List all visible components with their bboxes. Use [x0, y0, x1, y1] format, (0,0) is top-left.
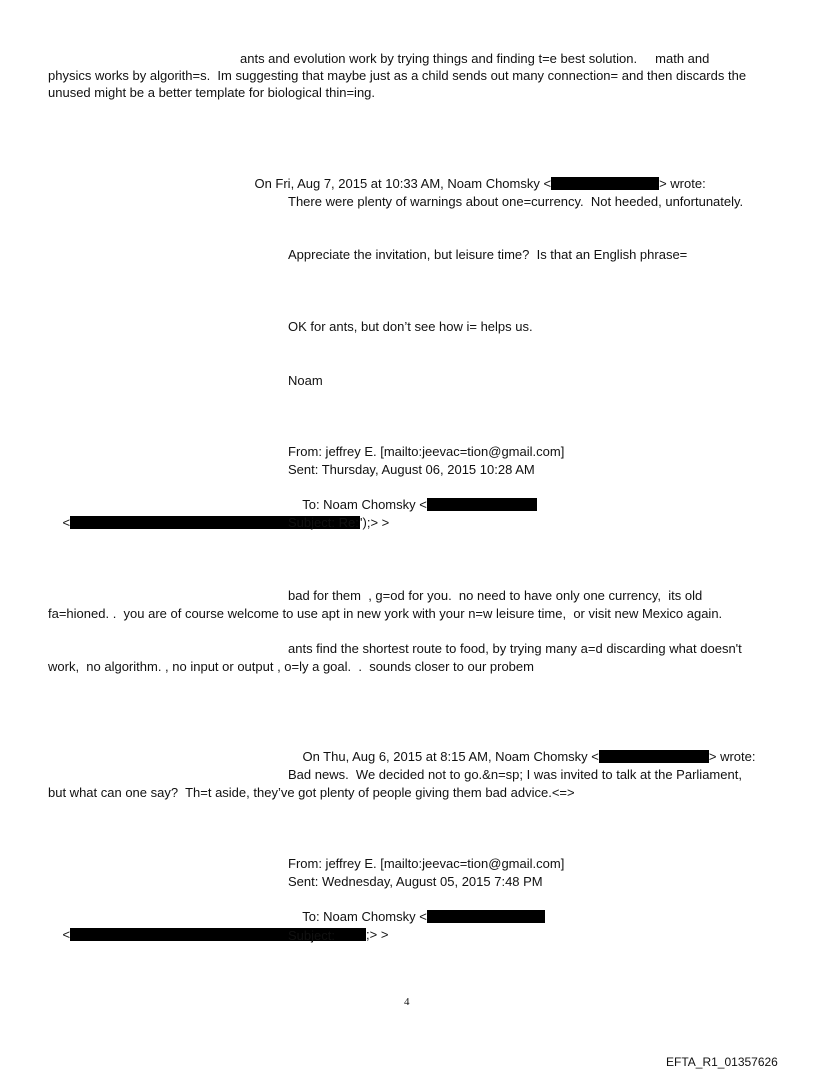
redaction-bar	[427, 498, 537, 511]
header-to-label: To: Noam Chomsky <	[302, 909, 427, 924]
text-line: Appreciate the invitation, but leisure time? Is that an English phrase=	[288, 247, 688, 262]
quote-header-suffix: > wrote:	[708, 749, 756, 764]
text-line: unused might be a better template for biological thin=ing.	[48, 85, 376, 100]
redaction-bar	[427, 910, 545, 923]
quote-header-prefix: On Thu, Aug 6, 2015 at 8:15 AM, Noam Chomsky <	[302, 749, 599, 764]
text-line: There were plenty of warnings about one=currency. Not heeded, unfortunately.	[288, 194, 744, 209]
text-line: ants find the shortest route to food, by trying many a=d discarding what doesn't	[288, 641, 742, 656]
text-line: bad for them , g=od for you. no need to have only one currency, its old	[288, 588, 703, 603]
quote-header-suffix: > wrote:	[659, 176, 706, 191]
text-line: but what can one say? Th=t aside, they’ve got plenty of people giving them bad advice.<=>	[48, 785, 575, 800]
page-number: 4	[404, 996, 410, 1008]
header-from: From: jeffrey E. [mailto:jeevac=tion@gmail.com]	[288, 856, 565, 871]
document-id: EFTA_R1_01357626	[666, 1055, 778, 1069]
header-subject: Subject: Re:	[288, 515, 359, 530]
header-sent: Sent: Thursday, August 06, 2015 10:28 AM	[288, 462, 535, 477]
text-line: fa=hioned. . you are of course welcome to use apt in new york with your n=w leisure time, or visit new Mexico again.	[48, 606, 723, 621]
text-line: Bad news. We decided not to go.&n=sp; I was invited to talk at the Parliament,	[288, 767, 742, 782]
header-from: From: jeffrey E. [mailto:jeevac=tion@gmail.com]	[288, 444, 565, 459]
text-line: ants and evolution work by trying things and finding t=e best solution. math and	[240, 51, 710, 66]
header-to-prefix: <	[62, 515, 71, 530]
text-line: physics works by algorith=s. Im suggesting that maybe just as a child sends out many connection= and then discards the	[48, 68, 747, 83]
text-line: OK for ants, but don’t see how i= helps us.	[288, 319, 533, 334]
header-to-suffix: ;> >	[366, 927, 389, 942]
header-sent: Sent: Wednesday, August 05, 2015 7:48 PM	[288, 874, 543, 889]
header-to-prefix: <	[62, 927, 71, 942]
text-line: work, no algorithm. , no input or output , o=ly a goal. . sounds closer to our probem	[48, 659, 534, 674]
quote-header-prefix: On Fri, Aug 7, 2015 at 10:33 AM, Noam Chomsky <	[254, 176, 552, 191]
header-to-continued	[48, 909, 388, 960]
header-to-suffix: ');> >	[360, 515, 390, 530]
header-subject: Subject:	[288, 928, 335, 943]
header-to-label: To: Noam Chomsky <	[302, 497, 427, 512]
redaction-bar	[551, 177, 659, 190]
redaction-bar	[599, 750, 709, 763]
signature: Noam	[288, 373, 323, 388]
